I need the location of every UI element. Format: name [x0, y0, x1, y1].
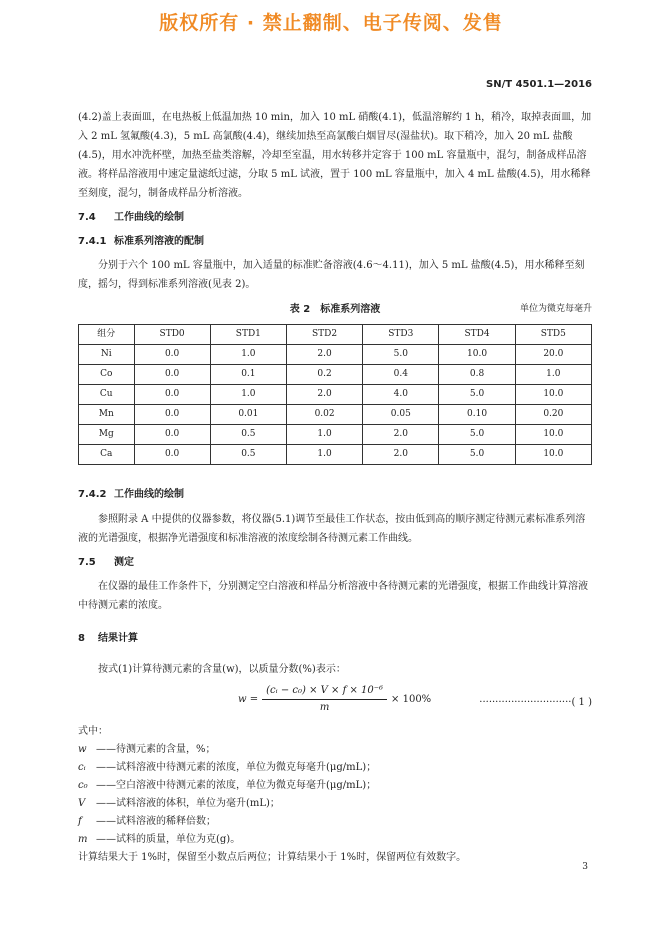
table-cell: 0.5 [210, 445, 286, 465]
table-cell: 4.0 [363, 385, 439, 405]
table-row [79, 345, 592, 365]
table-cell: 1.0 [515, 365, 591, 385]
variable-symbol: cᵢ [78, 762, 86, 773]
table-cell: 0.0 [134, 365, 210, 385]
standard-code: SN/T 4501.1—2016 [486, 79, 592, 90]
variable-symbol: f [78, 816, 82, 827]
table-cell: 0.0 [134, 405, 210, 425]
formula-rhs: × 100% [391, 694, 432, 705]
table-cell: 0.1 [210, 365, 286, 385]
table-cell: 1.0 [286, 425, 362, 445]
list-item [78, 813, 592, 831]
section-7-4-2-heading [78, 485, 592, 504]
page-number: 3 [582, 862, 588, 872]
table-row [79, 385, 592, 405]
list-item [78, 795, 592, 813]
table-cell: 10.0 [515, 425, 591, 445]
section-number: 7.4.1 [78, 236, 107, 247]
table-cell: 5.0 [363, 345, 439, 365]
formula-block [78, 681, 592, 721]
table-cell: 2.0 [363, 445, 439, 465]
intro-paragraph: (4.2)盖上表面皿，在电热板上低温加热 10 min，加入 10 mL 硝酸(4.1)，低温溶解约 1 h，稍冷，取掉表面皿，加入 2 mL 氢氟酸(4.3)，5 mL 高氯酸(4.4)，继续加热至高氯酸白烟冒尽(湿盐状)。取下稍冷，加入 20 mL 盐酸(4.5)，用水冲洗杯壁，加热至盐类溶解，冷却至室温，用水转移并定容于 100 mL 容量瓶中，混匀，制备成样品溶液。将样品溶液用中速定量滤纸过滤，分取 5 mL 试液，置于 100 mL 容量瓶中，加入 4 mL 盐酸(4.5)，用水稀释至刻度，混匀，制备成样品分析溶液。 [78, 112, 592, 199]
header-cell: STD1 [210, 325, 286, 345]
table-cell: 0.8 [439, 365, 515, 385]
table-unit: 单位为微克每毫升 [519, 304, 592, 314]
table-cell: 0.2 [286, 365, 362, 385]
section-title: 结果计算 [98, 633, 138, 644]
section-8-heading [78, 629, 592, 648]
formula-lhs: w = [238, 694, 259, 705]
table-cell: 0.0 [134, 385, 210, 405]
table-cell: 1.0 [286, 445, 362, 465]
variable-description: ——试料的质量，单位为克(g)。 [96, 834, 241, 845]
watermark: 版权所有 · 禁止翻制、电子传阅、发售 [159, 12, 503, 34]
table-cell: 1.0 [210, 385, 286, 405]
section-7-4-heading [78, 208, 592, 227]
table-cell: 2.0 [286, 345, 362, 365]
variable-symbol: V [78, 798, 86, 809]
document-body [78, 108, 592, 867]
variable-list [78, 723, 592, 867]
list-item [78, 759, 592, 777]
header-cell: STD5 [515, 325, 591, 345]
table-row [79, 405, 592, 425]
list-item [78, 831, 592, 849]
section-number: 7.5 [78, 557, 96, 568]
variable-description: ——试料溶液的体积，单位为毫升(mL)； [96, 798, 280, 809]
formula-fraction [262, 683, 387, 716]
section-7-4-2-text: 参照附录 A 中提供的仪器参数，将仪器(5.1)调节至最佳工作状态，按由低到高的顺序测定待测元素标准系列溶液的光谱强度，根据净光谱强度和标准溶液的浓度绘制各待测元素工作曲线。 [78, 514, 586, 544]
table-row [79, 365, 592, 385]
table-row [79, 425, 592, 445]
table-cell: 5.0 [439, 385, 515, 405]
section-number: 7.4 [78, 212, 96, 223]
variable-description: ——试料溶液中待测元素的浓度，单位为微克每毫升(μg/mL)； [96, 762, 377, 773]
formula-intro: 按式(1)计算待测元素的含量(w)，以质量分数(%)表示： [98, 664, 346, 675]
header-cell: STD2 [286, 325, 362, 345]
section-title: 标准系列溶液的配制 [114, 236, 204, 247]
section-number: 7.4.2 [78, 489, 107, 500]
header-cell: STD3 [363, 325, 439, 345]
table-cell: 0.0 [134, 345, 210, 365]
variable-description: ——空白溶液中待测元素的浓度，单位为微克每毫升(μg/mL)； [96, 780, 377, 791]
table-caption [78, 300, 592, 320]
variable-description: ——试料溶液的稀释倍数； [96, 816, 216, 827]
header-cell: STD0 [134, 325, 210, 345]
table-header-row [79, 325, 592, 345]
table-cell: 0.10 [439, 405, 515, 425]
table-cell: 0.5 [210, 425, 286, 445]
table-cell: 10.0 [515, 385, 591, 405]
table-cell: 2.0 [363, 425, 439, 445]
list-item [78, 777, 592, 795]
table-title: 表 2 标准系列溶液 [289, 304, 381, 315]
header-cell: STD4 [439, 325, 515, 345]
section-7-5-text: 在仪器的最佳工作条件下，分别测定空白溶液和样品分析溶液中各待测元素的光谱强度，根据工作曲线计算溶液中待测元素的浓度。 [78, 581, 588, 611]
table-cell: Ca [79, 445, 135, 465]
variable-symbol: c₀ [78, 780, 88, 791]
rounding-note: 计算结果大于 1%时，保留至小数点后两位；计算结果小于 1%时，保留两位有效数字。 [78, 852, 467, 863]
result-formula [238, 683, 431, 716]
table-cell: 1.0 [210, 345, 286, 365]
table-cell: 0.01 [210, 405, 286, 425]
section-title: 工作曲线的绘制 [114, 212, 184, 223]
list-item [78, 741, 592, 759]
table-cell: Cu [79, 385, 135, 405]
table-cell: 0.0 [134, 445, 210, 465]
table-cell: 5.0 [439, 425, 515, 445]
section-7-4-1-heading [78, 232, 592, 251]
table-cell: 2.0 [286, 385, 362, 405]
table-cell: 5.0 [439, 445, 515, 465]
section-number: 8 [78, 633, 85, 644]
table-cell: 0.20 [515, 405, 591, 425]
variable-symbol: w [78, 744, 87, 755]
header-cell: 组分 [79, 325, 135, 345]
section-7-5-heading [78, 553, 592, 572]
standard-series-table [78, 324, 592, 465]
table-cell: 10.0 [515, 445, 591, 465]
table-cell: 0.05 [363, 405, 439, 425]
table-cell: Ni [79, 345, 135, 365]
table-cell: Co [79, 365, 135, 385]
equation-number: ·····························( 1 ) [479, 697, 592, 708]
section-title: 测定 [114, 557, 134, 568]
section-7-4-1-text: 分别于六个 100 mL 容量瓶中，加入适量的标准贮备溶液(4.6～4.11)，加入 5 mL 盐酸(4.5)，用水稀释至刻度，摇匀，得到标准系列溶液(见表 2)。 [78, 260, 585, 290]
formula-denominator: m [319, 702, 330, 713]
section-title: 工作曲线的绘制 [114, 489, 184, 500]
variable-symbol: m [78, 834, 88, 845]
variable-description: ——待测元素的含量，%； [96, 744, 216, 755]
table-cell: Mg [79, 425, 135, 445]
table-cell: 10.0 [439, 345, 515, 365]
table-cell: Mn [79, 405, 135, 425]
table-row [79, 445, 592, 465]
table-cell: 0.4 [363, 365, 439, 385]
table-cell: 20.0 [515, 345, 591, 365]
table-cell: 0.02 [286, 405, 362, 425]
where-label: 式中： [78, 726, 108, 737]
table-cell: 0.0 [134, 425, 210, 445]
formula-numerator: (cᵢ − c₀) × V × f × 10⁻⁶ [262, 683, 387, 700]
